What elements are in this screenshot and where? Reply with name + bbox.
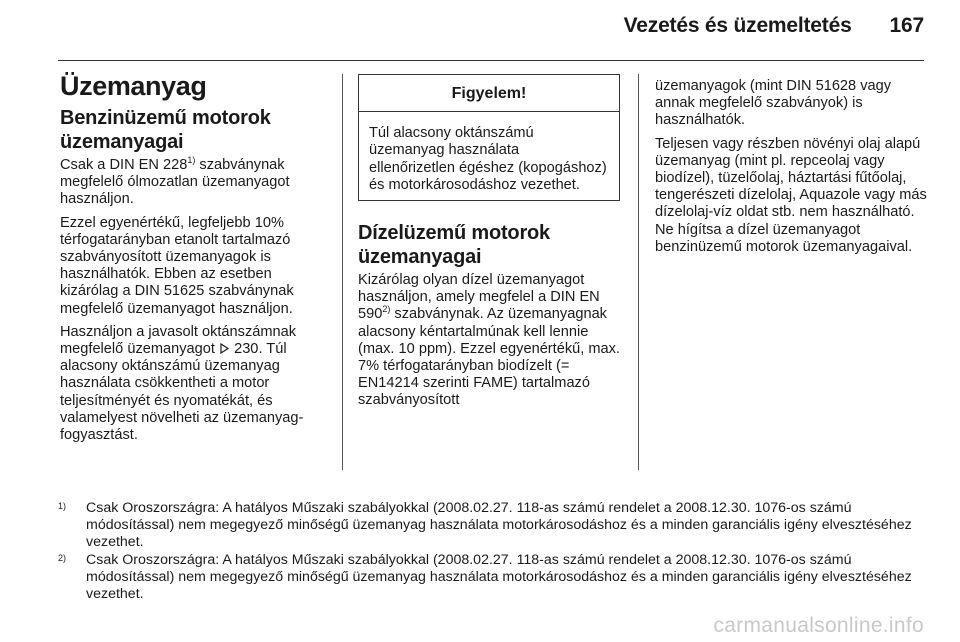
petrol-paragraph-1: Csak a DIN EN 228$^{1)}$ szabványnak megfelelő ólmozatlan üzemanyagot használjon. <box>60 155 290 208</box>
column-divider-1 <box>342 74 343 470</box>
diesel-paragraph-1: Kizárólag olyan dízel üzemanyagot használjon, amely megfelel a DIN EN 590$^{2)}$ szabványnak. Az üzemanyagnak alacsony kéntartalmúnak kell lennie (max. 10 ppm). Ezzel egyenértékű, max. 7% térfogatarányban biodízelt (= EN14214 szerinti FAME) tartalmazó szabványosított <box>358 272 620 409</box>
petrol-fuel-heading: Benzinüzemű motorok üzemanyagai <box>60 107 271 153</box>
page-reference-number[interactable]: 230 <box>234 341 259 358</box>
petrol-paragraph-3: Használjon a javasolt oktánszámnak megfelelő üzemanyagot 230. Túl alacsony oktánszámú üzemanyag használata csökkentheti a motor teljesítményét és nyomatékát, és valamelyest növelheti az üzemanyag-fogyasztást. <box>60 323 304 444</box>
header-title: Vezetés és üzemeltetés <box>623 14 852 37</box>
diesel-paragraph-2: üzemanyagok (mint DIN 51628 vagy annak megfelelő szabványok) is használhatók. <box>655 78 892 129</box>
petrol-paragraph-2: Ezzel egyenértékű, legfeljebb 10% térfogatarányban etanolt tartalmazó szabványosított üzemanyagok is használhatók. Ebben az esetben kizárólag a DIN 51625 szabványnak megfelelő üzemanyagot használjon. <box>60 214 294 317</box>
footnote-mark: 2) <box>58 552 67 563</box>
footnote-mark: 1) <box>58 501 67 511</box>
warning-title: Figyelem! <box>359 75 619 112</box>
footnote-ref-2[interactable]: 2) <box>382 304 391 315</box>
footnote-text: Csak Oroszországra: A hatályos Műszaki szabályokkal (2008.02.27. 118-as számú rendelet a 2008.12.30. 1076-os számú módosítással) nem megegyező minőségű üzemanyag használata motorkárosodáshoz és a minden garanciális igény elvesztéséhez vezethet. <box>86 500 912 551</box>
page-header <box>624 14 924 38</box>
column-3 <box>655 78 927 262</box>
column-1 <box>60 70 332 450</box>
section-title: Üzemanyag <box>60 71 207 101</box>
footnote-2 <box>58 552 924 604</box>
footnote-ref-1[interactable]: 1) <box>187 155 196 166</box>
column-2 <box>358 74 620 416</box>
footnotes <box>58 500 924 603</box>
warning-box <box>358 74 620 201</box>
diesel-paragraph-3: Teljesen vagy részben növényi olaj alapú üzemanyag (mint pl. repceolaj vagy biodízel), tüzelőolaj, háztartási fűtőolaj, tengerészeti dízelolaj, Aquazole vagy más dízelolaj-víz oldat stb. nem használható. Ne hígítsa a dízel üzemanyagot benzinüzemű motorok üzemanyagaival. <box>655 135 927 255</box>
diesel-fuel-heading: Dízelüzemű motorok üzemanyagai <box>358 222 550 269</box>
warning-text: Túl alacsony oktánszámú üzemanyag használata ellenőrizetlen égéshez (kopogáshoz) és motorkárosodáshoz vezethet. <box>369 125 607 193</box>
column-divider-2 <box>638 74 639 470</box>
footnote-text: Csak Oroszországra: A hatályos Műszaki szabályokkal (2008.02.27. 118-as számú rendelet a 2008.12.30. 1076-os számú módosítással) nem megegyező minőségű üzemanyag használata motorkárosodáshoz és a minden garanciális igény elvesztéséhez vezethet. <box>86 551 912 603</box>
page-reference-arrow-icon[interactable] <box>219 341 230 357</box>
footnote-1 <box>58 500 924 552</box>
header-rule <box>58 60 924 61</box>
watermark: carmanualsonline.info <box>713 614 924 637</box>
page-number: 167 <box>889 14 924 37</box>
